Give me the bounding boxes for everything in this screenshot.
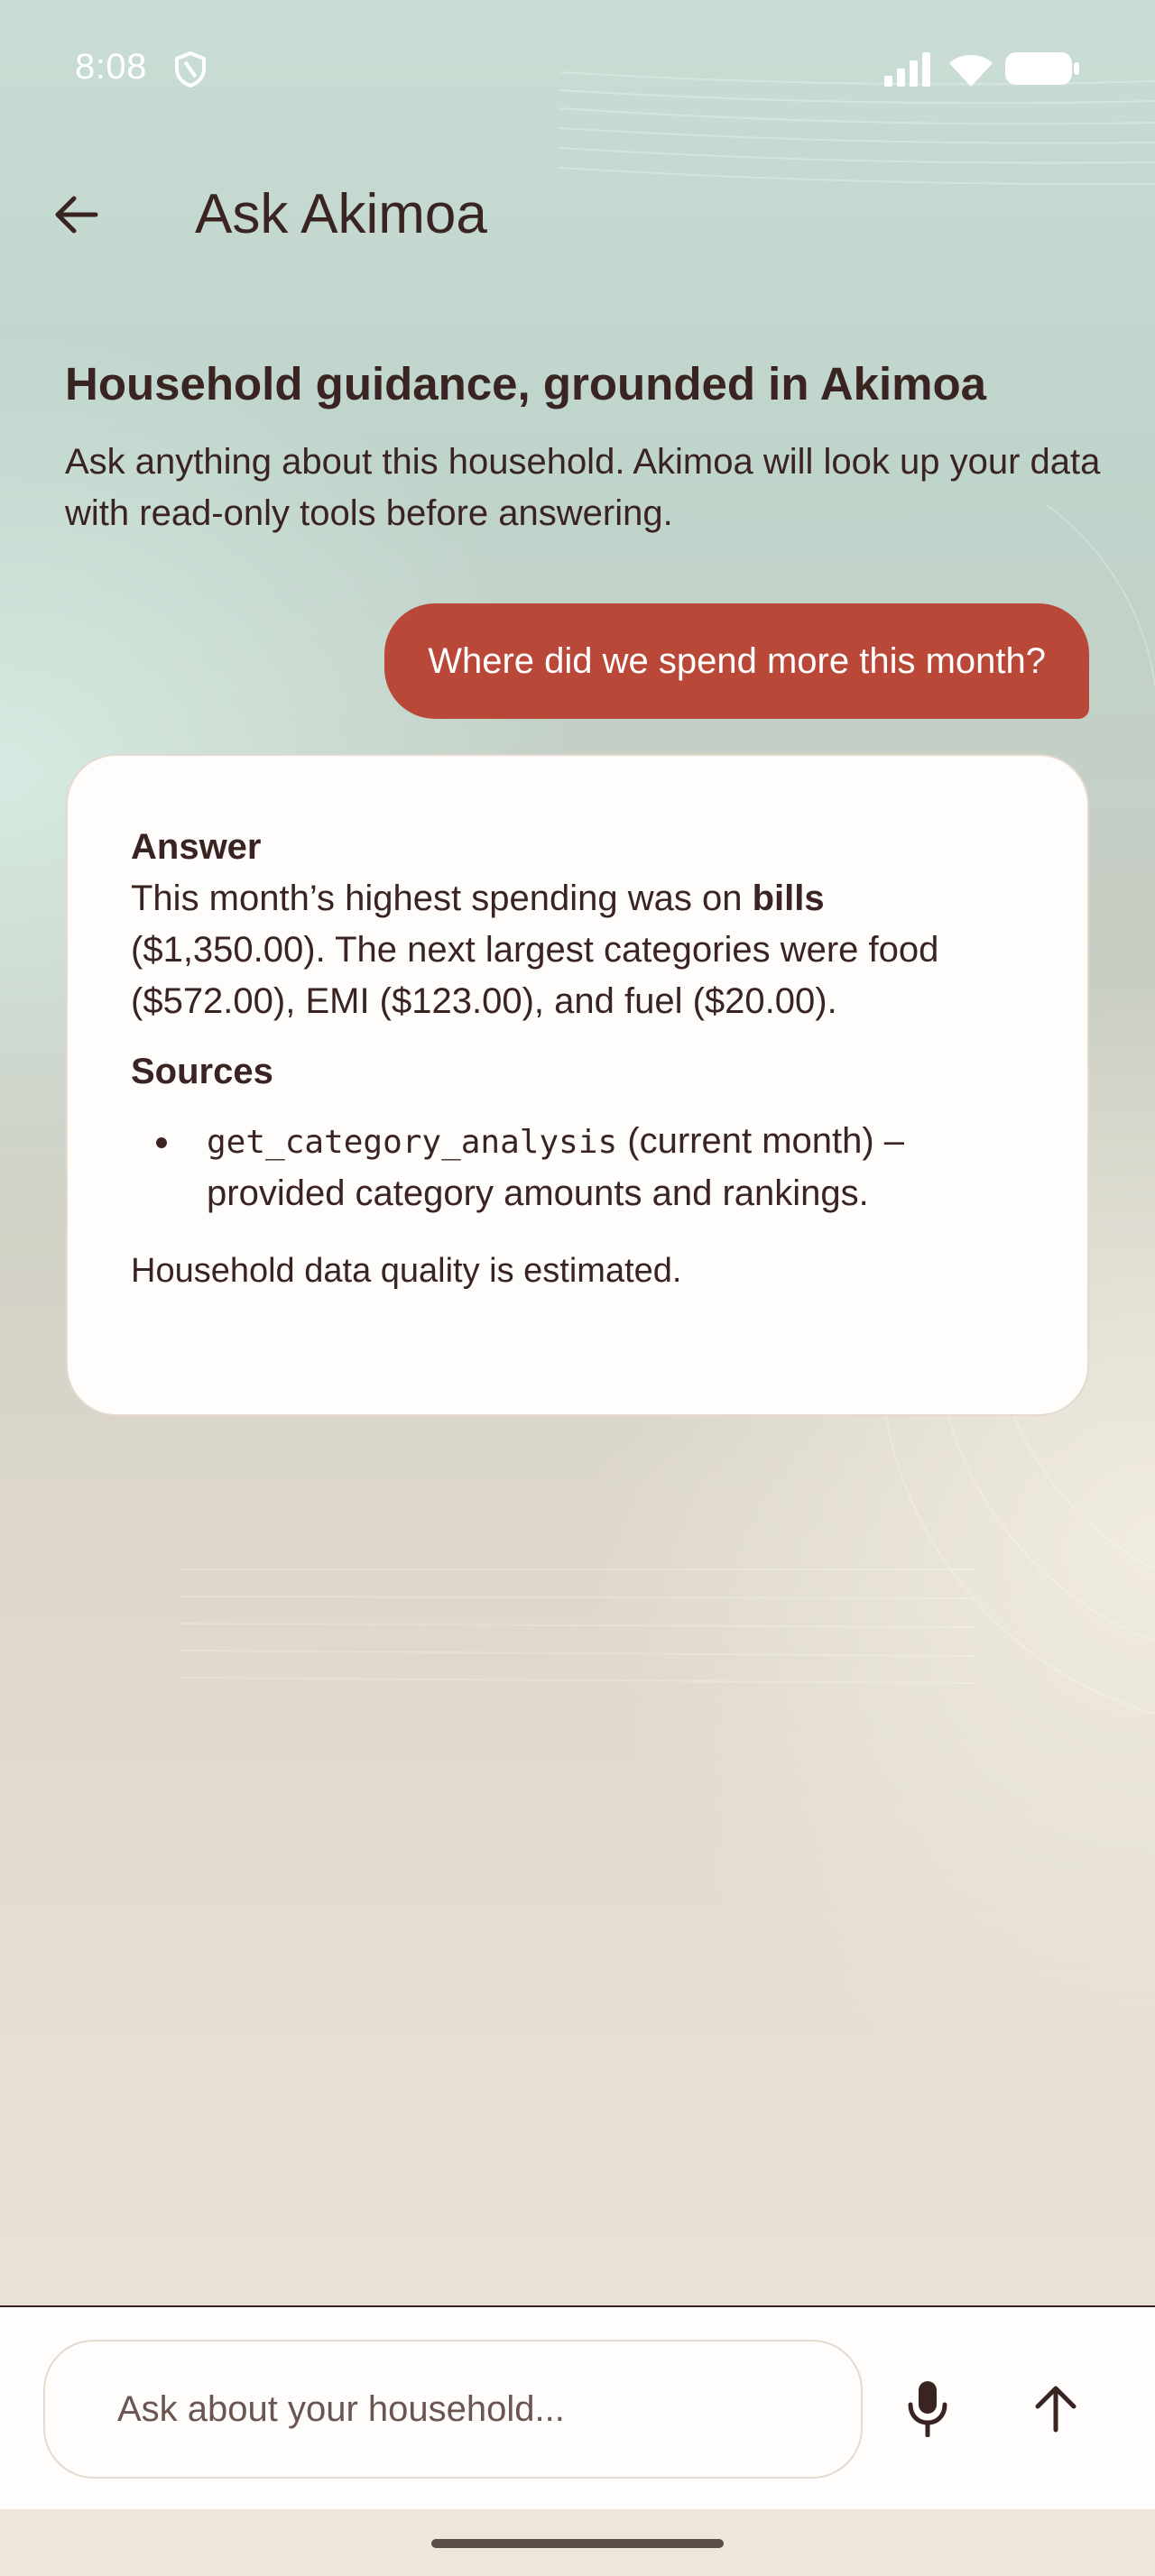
sources-heading: Sources	[131, 1052, 273, 1091]
signal-icon	[882, 52, 933, 87]
page-title: Ask Akimoa	[195, 183, 487, 245]
arrow-left-icon	[49, 188, 103, 242]
battery-icon	[1005, 51, 1081, 87]
user-message-bubble: Where did we spend more this month?	[384, 603, 1089, 719]
shield-icon	[173, 51, 208, 88]
answer-card	[66, 754, 1089, 1416]
intro-text: Ask anything about this household. Akimoa will look up your data with read-only tools before answering.	[65, 442, 1101, 533]
arrow-up-icon	[1029, 2381, 1083, 2435]
bullet-dot	[156, 1137, 167, 1148]
composer-bar	[0, 2305, 1155, 2509]
microphone-icon	[905, 2379, 950, 2437]
send-button[interactable]	[1018, 2363, 1094, 2453]
sources-list	[131, 1116, 1024, 1219]
wifi-icon	[947, 51, 994, 88]
answer-heading: Answer	[131, 827, 262, 867]
source-tool-name: get_category_analysis	[207, 1124, 618, 1161]
source-item	[131, 1116, 1024, 1219]
source-description: (current month) – provided category amounts and rankings.	[207, 1121, 905, 1213]
home-indicator[interactable]	[431, 2539, 724, 2548]
back-button[interactable]	[40, 179, 112, 251]
answer-body-suffix: ($1,350.00). The next largest categories were food ($572.00), EMI ($123.00), and fuel ($20.00).	[131, 930, 939, 1021]
answer-body	[131, 873, 1024, 1027]
answer-body-prefix: This month’s highest spending was on	[131, 879, 753, 918]
data-quality-note: Household data quality is estimated.	[131, 1252, 682, 1290]
ask-input[interactable]	[43, 2340, 863, 2479]
intro-heading: Household guidance, grounded in Akimoa	[65, 358, 986, 409]
microphone-button[interactable]	[890, 2363, 966, 2453]
status-time: 8:08	[75, 47, 147, 87]
answer-body-highlight: bills	[752, 879, 825, 918]
status-bar	[0, 0, 1155, 140]
